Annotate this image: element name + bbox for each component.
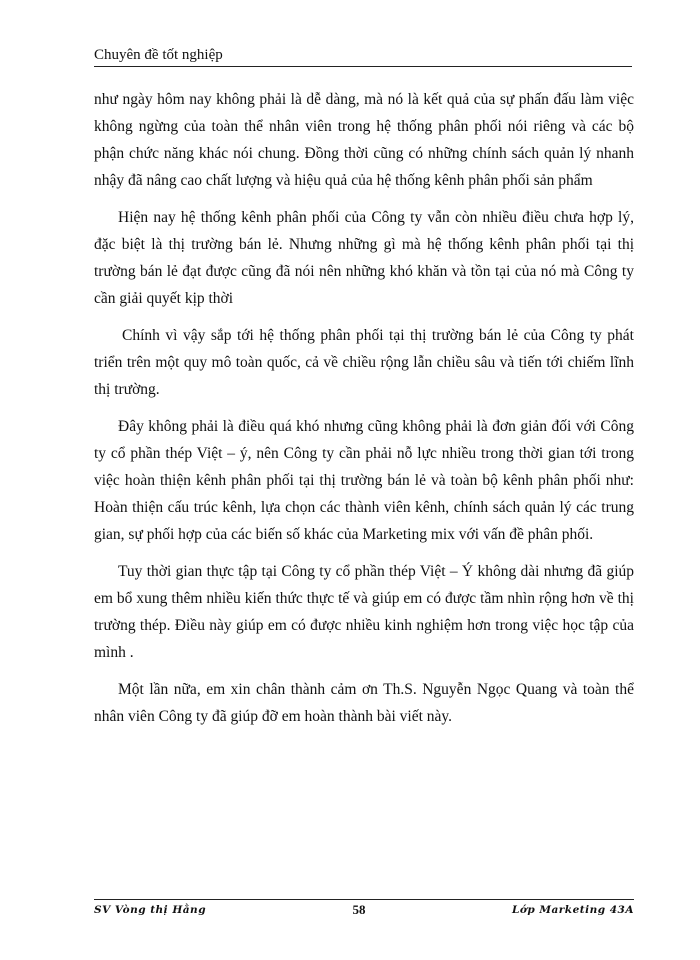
paragraph-internship: Tuy thời gian thực tập tại Công ty cổ phần thép Việt – Ý không dài nhưng đã giúp em bổ xung thêm nhiều kiến thức thực tế và giúp em có được tầm nhìn rộng hơn về thị trường thép. Điều này giúp em có được nhiều kinh nghiệm hơn trong việc học tập của mình .: [94, 563, 634, 661]
footer-author: SV Vòng thị Hằng: [94, 904, 207, 916]
paragraph-current-state: Hiện nay hệ thống kênh phân phối của Công ty vẫn còn nhiều điều chưa hợp lý, đặc biệt là thị trường bán lẻ. Nhưng những gì mà hệ thống kênh phân phối tại thị trường bán lẻ đạt được cũng đã nói nên những khó khăn và tồn tại của nó mà Công ty cần giải quyết kịp thời: [94, 209, 634, 307]
paragraph-continuation: như ngày hôm nay không phải là dễ dàng, mà nó là kết quả của sự phấn đấu làm việc không ngừng của toàn thể nhân viên trong hệ thống phân phối nói riêng và các bộ phận chức năng khác nói chung. Đồng thời cũng có những chính sách quản lý nhanh nhậy đã nâng cao chất lượng và hiệu quả của hệ thống kênh phân phối sản phẩm: [94, 91, 634, 189]
page-footer: [94, 899, 634, 917]
footer-class: Lớp Marketing 43A: [511, 904, 634, 916]
paragraph-future-plan: Chính vì vậy sắp tới hệ thống phân phối tại thị trường bán lẻ của Công ty phát triển trên một quy mô toàn quốc, cả về chiều rộng lẫn chiều sâu và tiến tới chiếm lĩnh thị trường.: [94, 327, 634, 398]
paragraph-acknowledgement: Một lần nữa, em xin chân thành cảm ơn Th.S. Nguyễn Ngọc Quang và toàn thể nhân viên Công ty đã giúp đỡ em hoàn thành bài viết này.: [94, 681, 634, 725]
document-body: [94, 86, 634, 740]
paragraph-challenges: Đây không phải là điều quá khó nhưng cũng không phải là đơn giản đối với Công ty cổ phần thép Việt – ý, nên Công ty cần phải nỗ lực nhiều trong thời gian tới trong việc hoàn thiện kênh phân phối tại thị trường bán lẻ và toàn bộ kênh phân phối như: Hoàn thiện cấu trúc kênh, lựa chọn các thành viên kênh, chính sách quản lý các trung gian, sự phối hợp của các biến số khác của Marketing mix với vấn đề phân phối.: [94, 418, 634, 543]
header-title: Chuyên đề tốt nghiệp: [94, 47, 223, 63]
page-header: [94, 46, 632, 67]
page-number: 58: [352, 902, 366, 917]
